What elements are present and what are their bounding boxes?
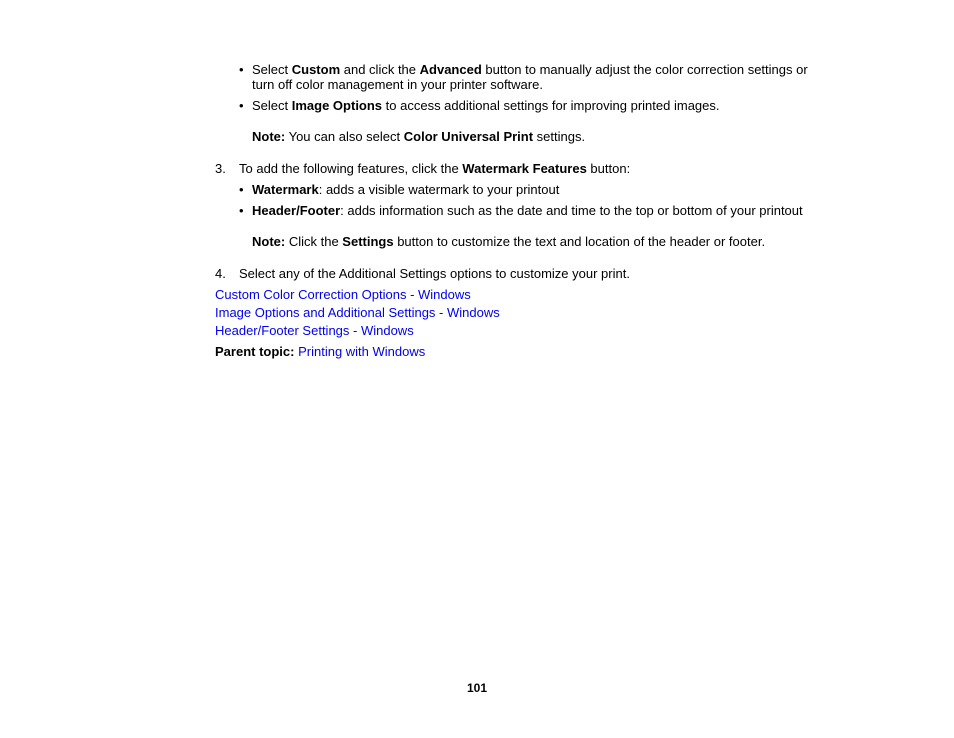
- text: You can also select: [285, 129, 404, 144]
- bullet-watermark: [252, 182, 559, 197]
- bold-text: Header/Footer: [252, 203, 341, 218]
- bullet-marker: •: [239, 98, 244, 113]
- bullet-header-footer: [252, 203, 803, 218]
- link-printing-with-windows[interactable]: Printing with Windows: [298, 344, 426, 359]
- parent-topic-label: Parent topic:: [215, 344, 295, 359]
- link-row: [215, 323, 414, 338]
- text: button to customize the text and location of the header or footer.: [393, 234, 766, 249]
- text: Select: [252, 98, 292, 113]
- step-number: 3.: [215, 161, 226, 176]
- link-row: [215, 287, 471, 302]
- text: settings.: [533, 129, 586, 144]
- link-row: [215, 305, 500, 320]
- note-label: Note:: [252, 234, 286, 249]
- bold-text: Watermark Features: [462, 161, 587, 176]
- text: : adds information such as the date and time to the top or bottom of your printout: [340, 203, 803, 218]
- step-number: 4.: [215, 266, 226, 281]
- note-color-universal-print: [252, 129, 585, 144]
- link-image-options-additional-settings[interactable]: Image Options and Additional Settings - Windows: [215, 305, 500, 320]
- text: Click the: [285, 234, 343, 249]
- bullet-marker: •: [239, 182, 244, 197]
- bold-text: Custom: [291, 62, 341, 77]
- bold-text: Settings: [342, 234, 394, 249]
- link-custom-color-correction[interactable]: Custom Color Correction Options - Windows: [215, 287, 471, 302]
- text: button to manually adjust the color correction settings or: [481, 62, 808, 77]
- bold-text: Color Universal Print: [403, 129, 534, 144]
- bullet-marker: •: [239, 62, 244, 77]
- bullet-continuation: turn off color management in your printer software.: [252, 77, 543, 92]
- bullet-custom-advanced: [252, 62, 808, 77]
- bold-text: Advanced: [419, 62, 482, 77]
- parent-topic: [215, 344, 425, 359]
- step-4-text: Select any of the Additional Settings options to customize your print.: [239, 266, 630, 281]
- link-header-footer-settings[interactable]: Header/Footer Settings - Windows: [215, 323, 414, 338]
- text: to access additional settings for improving printed images.: [382, 98, 720, 113]
- note-settings: [252, 234, 765, 249]
- text: button:: [586, 161, 631, 176]
- text: : adds a visible watermark to your printout: [318, 182, 560, 197]
- page-number: 101: [466, 681, 488, 695]
- note-label: Note:: [252, 129, 286, 144]
- text: To add the following features, click the: [239, 161, 463, 176]
- bullet-image-options: [252, 98, 720, 113]
- bold-text: Image Options: [291, 98, 383, 113]
- bullet-marker: •: [239, 203, 244, 218]
- bold-text: Watermark: [252, 182, 319, 197]
- text: and click the: [340, 62, 420, 77]
- step-3-text: [239, 161, 630, 176]
- text: Select: [252, 62, 292, 77]
